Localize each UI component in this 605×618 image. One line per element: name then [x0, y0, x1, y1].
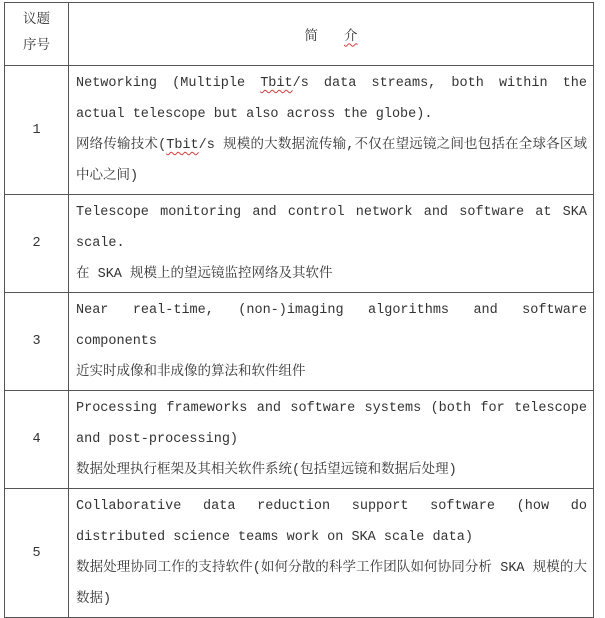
row-english-part1: Networking (Multiple	[76, 76, 261, 91]
row-number: 4	[5, 391, 69, 489]
header-description-char2: 介	[344, 29, 358, 45]
header-number-line2: 序号	[23, 39, 50, 54]
row-description	[69, 391, 594, 489]
row-description	[69, 195, 594, 293]
row-description	[69, 66, 594, 195]
header-number-cell	[5, 3, 69, 66]
row-english-text: Processing frameworks and software systems (both for telescope and post-processing)	[76, 401, 587, 447]
row-chinese-text: 数据处理协同工作的支持软件(如何分散的科学工作团队如何协同分析 SKA 规模的大数据)	[76, 561, 587, 607]
table-row	[5, 391, 594, 489]
header-description-char1: 简	[304, 29, 318, 45]
row-chinese-part1: 网络传输技术(	[76, 138, 167, 153]
row-number: 3	[5, 293, 69, 391]
table-row	[5, 489, 594, 618]
row-chinese-text: 在 SKA 规模上的望远镜监控网络及其软件	[76, 267, 333, 282]
row-number: 1	[5, 66, 69, 195]
table-header-row	[5, 3, 594, 66]
table-row	[5, 293, 594, 391]
row-english-part2: /s data streams, both within the actual telescope but also across the globe).	[76, 76, 587, 122]
row-number: 2	[5, 195, 69, 293]
row-chinese-text: 近实时成像和非成像的算法和软件组件	[76, 365, 306, 380]
row-chinese-text: 数据处理执行框架及其相关软件系统(包括望远镜和数据后处理)	[76, 463, 457, 478]
table-row	[5, 66, 594, 195]
row-number: 5	[5, 489, 69, 618]
header-number-line1: 议题	[23, 13, 50, 28]
row-chinese-text	[76, 130, 587, 192]
header-description-cell	[69, 3, 594, 66]
row-english-text: Collaborative data reduction support software (how do distributed science teams work on SKA scale data)	[76, 499, 587, 545]
row-english-text: Telescope monitoring and control network and software at SKA scale.	[76, 205, 587, 251]
row-english-text: Near real-time, (non-)imaging algorithms and software components	[76, 303, 587, 349]
row-chinese-part2: /s 规模的大数据流传输,不仅在望远镜之间也包括在全球各区域中心之间)	[76, 138, 588, 184]
row-description	[69, 293, 594, 391]
row-description	[69, 489, 594, 618]
topics-table	[4, 2, 594, 618]
table-row	[5, 195, 594, 293]
row-english-text	[76, 68, 587, 130]
row-chinese-underlined: Tbit	[166, 138, 199, 153]
row-english-underlined: Tbit	[260, 76, 293, 91]
